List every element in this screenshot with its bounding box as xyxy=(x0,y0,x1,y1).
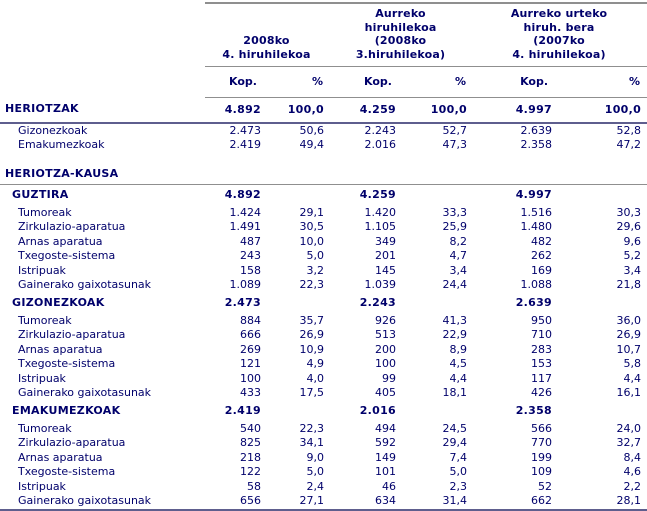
col-group-same-quarter-previous-year xyxy=(473,3,647,67)
cell-pct-3: 9,6 xyxy=(623,235,642,248)
cell-pct-1: 100,0 xyxy=(267,98,330,124)
cell-pct-1 xyxy=(267,161,330,185)
cell-kop-3 xyxy=(473,161,558,185)
cell-kop-2: 46 xyxy=(382,480,396,493)
row-label: Arnas aparatua xyxy=(18,451,103,464)
row-guztira xyxy=(0,185,647,207)
col-group-line: hiruh. bera xyxy=(523,20,595,34)
header-spacer xyxy=(0,67,205,98)
col-group-line: Aurreko xyxy=(375,7,426,20)
row-tumoreak xyxy=(0,206,647,221)
cell-kop-1: 540 xyxy=(240,422,261,435)
cell-kop-3: 169 xyxy=(531,264,553,277)
cell-kop-2 xyxy=(330,161,402,185)
cell-kop-2: 634 xyxy=(330,495,402,511)
header-kop-2: Kop. xyxy=(330,67,402,98)
cell-kop-2: 349 xyxy=(375,235,396,248)
row-txegoste-sistema xyxy=(0,250,647,265)
cell-pct-1: 49,4 xyxy=(299,138,324,152)
cell-kop-2: 2.243 xyxy=(364,123,396,137)
cell-pct-3 xyxy=(558,161,647,185)
cell-pct-3: 28,1 xyxy=(558,495,647,511)
row-label: HERIOTZAK xyxy=(0,98,205,124)
cell-pct-3: 36,0 xyxy=(616,314,642,327)
cell-kop-3: 482 xyxy=(531,235,553,248)
row-label: Gainerako gaixotasunak xyxy=(18,278,152,292)
cell-pct-1: 22,3 xyxy=(299,422,324,435)
row-istripuak xyxy=(0,264,647,279)
row-txegoste-sistema xyxy=(0,358,647,373)
cell-pct-3: 24,0 xyxy=(616,422,642,435)
cell-kop-1: 218 xyxy=(240,451,261,464)
cell-kop-1: 100 xyxy=(240,372,261,385)
cell-pct-2: 100,0 xyxy=(402,98,473,124)
cell-kop-2: 200 xyxy=(375,343,396,356)
cell-pct-1 xyxy=(267,401,330,422)
cell-kop-3: 2.639 xyxy=(520,123,553,137)
col-group-line: 4. hiruhilekoa) xyxy=(512,47,606,61)
cell-kop-1: 1.491 xyxy=(229,220,261,234)
cell-kop-3: 199 xyxy=(531,451,553,464)
cell-pct-1: 26,9 xyxy=(299,328,324,342)
table-body xyxy=(0,98,647,511)
cell-kop-1: 2.419 xyxy=(224,404,261,418)
header-pct-3: % xyxy=(558,67,647,98)
column-group-header-row xyxy=(0,3,647,67)
cell-pct-2: 5,0 xyxy=(449,465,468,479)
row-gainerako xyxy=(0,387,647,402)
row-label: Gainerako gaixotasunak xyxy=(0,495,205,511)
cell-kop-1: 433 xyxy=(240,386,261,400)
cell-kop-3: 1.088 xyxy=(520,278,553,292)
cell-kop-1: 825 xyxy=(240,436,261,450)
row-gainerako xyxy=(0,279,647,294)
row-spacer xyxy=(0,153,647,161)
cell-kop-2: 1.105 xyxy=(364,220,396,234)
cell-kop-2: 2.243 xyxy=(359,296,396,310)
cell-kop-3: 566 xyxy=(531,422,553,435)
cell-kop-1: 4.892 xyxy=(205,98,267,124)
col-group-line: (2008ko xyxy=(374,34,427,47)
cell-pct-2: 25,9 xyxy=(442,220,468,234)
cell-pct-3: 5,2 xyxy=(623,249,642,263)
cell-kop-3: 4.997 xyxy=(515,188,553,202)
row-label: Txegoste-sistema xyxy=(18,465,116,479)
row-label: Istripuak xyxy=(18,480,66,493)
cell-pct-2: 24,4 xyxy=(442,278,468,292)
row-label: Emakumezkoak xyxy=(18,138,105,152)
row-zirkulazio-aparatua xyxy=(0,437,647,452)
cell-kop-2: 4.259 xyxy=(359,188,396,202)
cell-pct-1 xyxy=(267,293,330,314)
cell-kop-2: 2.016 xyxy=(359,404,396,418)
cell-kop-3: 262 xyxy=(531,249,553,263)
cell-kop-1: 1.424 xyxy=(229,206,261,219)
cell-kop-1 xyxy=(205,161,267,185)
col-group-line: 2008ko xyxy=(243,34,290,47)
cell-pct-3: 4,4 xyxy=(623,372,642,385)
cell-kop-2: 145 xyxy=(375,264,396,277)
cell-kop-3: 426 xyxy=(531,386,553,400)
cell-kop-3: 950 xyxy=(531,314,553,327)
col-group-previous-quarter xyxy=(330,3,473,67)
cell-pct-3: 29,6 xyxy=(616,220,642,234)
col-group-line: hiruhilekoa xyxy=(364,20,437,34)
cell-pct-1: 5,0 xyxy=(306,465,324,479)
cell-pct-2: 29,4 xyxy=(442,436,468,450)
cell-pct-1: 22,3 xyxy=(299,278,324,292)
row-label: Gizonezkoak xyxy=(18,123,88,137)
row-arnas-aparatua xyxy=(0,343,647,358)
cell-kop-3: 153 xyxy=(531,357,553,371)
cell-kop-3: 2.639 xyxy=(515,296,553,310)
cell-pct-2: 24,5 xyxy=(442,422,468,435)
cell-kop-1: 2.473 xyxy=(224,296,261,310)
cell-pct-2: 4,7 xyxy=(449,249,468,263)
row-gainerako xyxy=(0,495,647,511)
cell-pct-2: 4,4 xyxy=(449,372,468,385)
cell-pct-3: 21,8 xyxy=(616,278,642,292)
cell-pct-3: 16,1 xyxy=(616,386,642,400)
row-label: Tumoreak xyxy=(18,422,72,435)
cell-kop-3: 117 xyxy=(531,372,553,385)
col-group-line: 4. hiruhilekoa xyxy=(222,47,311,61)
row-istripuak xyxy=(0,480,647,495)
row-label: Txegoste-sistema xyxy=(18,249,116,263)
cell-kop-3: 283 xyxy=(531,343,553,356)
row-label: Tumoreak xyxy=(18,314,72,327)
row-label: Istripuak xyxy=(18,372,66,385)
cell-pct-2: 4,5 xyxy=(449,357,468,371)
row-label: Arnas aparatua xyxy=(18,343,103,356)
cell-kop-1: 243 xyxy=(240,249,261,263)
cell-pct-1: 9,0 xyxy=(306,451,324,464)
cell-kop-2: 201 xyxy=(375,249,396,263)
row-tumoreak xyxy=(0,422,647,437)
cell-pct-1: 34,1 xyxy=(299,436,324,450)
row-zirkulazio-aparatua xyxy=(0,221,647,236)
cell-kop-2: 2.016 xyxy=(364,138,396,152)
row-zirkulazio-aparatua xyxy=(0,329,647,344)
cell-pct-3: 30,3 xyxy=(616,206,642,219)
cell-kop-2: 926 xyxy=(375,314,396,327)
cell-pct-3: 3,4 xyxy=(623,264,642,277)
cell-pct-2 xyxy=(402,293,473,314)
cell-kop-1: 158 xyxy=(240,264,261,277)
cell-kop-2: 4.259 xyxy=(330,98,402,124)
row-label: Txegoste-sistema xyxy=(18,357,116,371)
cell-kop-3: 1.516 xyxy=(520,206,553,219)
row-heriotzak xyxy=(0,98,647,124)
cell-pct-2 xyxy=(402,161,473,185)
row-arnas-aparatua xyxy=(0,235,647,250)
cell-pct-3: 100,0 xyxy=(558,98,647,124)
cell-pct-3: 32,7 xyxy=(616,436,642,450)
cell-pct-1: 50,6 xyxy=(299,123,324,137)
cell-kop-3: 2.358 xyxy=(520,138,553,152)
cell-kop-2: 149 xyxy=(375,451,396,464)
cell-kop-1: 656 xyxy=(205,495,267,511)
cell-kop-1: 58 xyxy=(247,480,261,493)
cell-pct-2: 18,1 xyxy=(442,386,468,400)
row-tumoreak xyxy=(0,314,647,329)
row-label: Zirkulazio-aparatua xyxy=(18,328,126,342)
col-group-line: Aurreko urteko xyxy=(510,7,608,20)
cell-pct-1: 3,2 xyxy=(306,264,324,277)
cell-kop-2: 592 xyxy=(375,436,396,450)
cell-kop-2: 513 xyxy=(375,328,396,342)
header-pct-1: % xyxy=(267,67,330,98)
cell-pct-3 xyxy=(558,185,647,207)
cell-pct-1: 4,0 xyxy=(306,372,324,385)
cell-pct-3: 8,4 xyxy=(623,451,642,464)
row-gizonezkoak xyxy=(0,123,647,139)
cell-pct-3: 5,8 xyxy=(623,357,642,371)
row-heriotza-kausa xyxy=(0,161,647,185)
row-emakumezkoak-section xyxy=(0,401,647,422)
cell-kop-1: 666 xyxy=(240,328,261,342)
mortality-statistics-table xyxy=(0,2,647,511)
cell-pct-3: 2,2 xyxy=(623,480,642,493)
cell-kop-2: 99 xyxy=(382,372,396,385)
cell-pct-2: 52,7 xyxy=(442,123,468,137)
cell-kop-2: 1.420 xyxy=(364,206,396,219)
row-label: Zirkulazio-aparatua xyxy=(18,436,126,450)
cell-pct-2: 2,3 xyxy=(449,480,468,493)
row-label: HERIOTZA-KAUSA xyxy=(0,161,205,185)
cell-pct-3: 4,6 xyxy=(623,465,642,479)
row-txegoste-sistema xyxy=(0,466,647,481)
row-label: Zirkulazio-aparatua xyxy=(18,220,126,234)
cell-pct-1: 10,0 xyxy=(299,235,324,248)
cell-pct-2: 8,2 xyxy=(449,235,468,248)
cell-pct-1: 17,5 xyxy=(299,386,324,400)
cell-kop-1: 121 xyxy=(240,357,261,371)
cell-kop-2: 405 xyxy=(375,386,396,400)
cell-kop-1: 2.473 xyxy=(229,123,261,137)
cell-kop-3: 1.480 xyxy=(520,220,553,234)
cell-kop-3: 662 xyxy=(473,495,558,511)
cell-pct-2: 8,9 xyxy=(449,343,468,356)
row-label: Gainerako gaixotasunak xyxy=(18,386,152,400)
cell-kop-1: 884 xyxy=(240,314,261,327)
cell-kop-2: 494 xyxy=(375,422,396,435)
header-kop-3: Kop. xyxy=(473,67,558,98)
cell-pct-3: 26,9 xyxy=(616,328,642,342)
col-group-2008-q4 xyxy=(205,3,330,67)
cell-kop-1: 2.419 xyxy=(229,138,261,152)
header-pct-2: % xyxy=(402,67,473,98)
cell-pct-2: 3,4 xyxy=(449,264,468,277)
row-label: EMAKUMEZKOAK xyxy=(12,404,121,418)
cell-pct-1: 29,1 xyxy=(299,206,324,219)
cell-pct-1: 27,1 xyxy=(267,495,330,511)
cell-pct-2: 47,3 xyxy=(442,138,468,152)
row-emakumezkoak xyxy=(0,139,647,154)
cell-kop-3: 52 xyxy=(538,480,553,493)
cell-pct-2: 33,3 xyxy=(442,206,468,219)
row-gizonezkoak-section xyxy=(0,293,647,314)
cell-pct-1 xyxy=(267,185,330,207)
cell-pct-1: 10,9 xyxy=(299,343,324,356)
cell-pct-2: 41,3 xyxy=(442,314,468,327)
cell-pct-2: 31,4 xyxy=(402,495,473,511)
cell-kop-1: 487 xyxy=(240,235,261,248)
col-group-line: 3.hiruhilekoa) xyxy=(355,47,446,61)
cell-pct-1: 2,4 xyxy=(306,480,324,493)
cell-pct-1: 4,9 xyxy=(306,357,324,371)
cell-kop-2: 101 xyxy=(375,465,396,479)
cell-kop-3: 4.997 xyxy=(473,98,558,124)
section-gap xyxy=(0,153,647,161)
row-label: Istripuak xyxy=(18,264,66,277)
cell-kop-3: 770 xyxy=(531,436,553,450)
cell-pct-3: 47,2 xyxy=(616,138,642,152)
value-header-row xyxy=(0,67,647,98)
header-spacer xyxy=(0,3,205,67)
cell-pct-3: 52,8 xyxy=(616,123,642,137)
cell-kop-1: 269 xyxy=(240,343,261,356)
header-kop-1: Kop. xyxy=(205,67,267,98)
col-group-line: (2007ko xyxy=(533,34,585,47)
cell-pct-1: 30,5 xyxy=(299,220,324,234)
cell-kop-3: 710 xyxy=(531,328,553,342)
row-arnas-aparatua xyxy=(0,451,647,466)
cell-pct-2 xyxy=(402,185,473,207)
cell-pct-2 xyxy=(402,401,473,422)
cell-pct-2: 7,4 xyxy=(449,451,468,464)
cell-kop-3: 2.358 xyxy=(515,404,553,418)
row-istripuak xyxy=(0,372,647,387)
cell-kop-2: 100 xyxy=(375,357,396,371)
row-label: Arnas aparatua xyxy=(18,235,103,248)
cell-kop-1: 1.089 xyxy=(229,278,261,292)
cell-kop-1: 4.892 xyxy=(224,188,261,202)
cell-kop-2: 1.039 xyxy=(364,278,396,292)
cell-pct-3: 10,7 xyxy=(616,343,642,356)
row-label: Tumoreak xyxy=(18,206,72,219)
cell-pct-1: 5,0 xyxy=(306,249,324,263)
cell-pct-3 xyxy=(558,401,647,422)
cell-pct-2: 22,9 xyxy=(442,328,468,342)
row-label: GIZONEZKOAK xyxy=(12,296,105,310)
cell-pct-3 xyxy=(558,293,647,314)
cell-kop-1: 122 xyxy=(240,465,261,479)
row-label: GUZTIRA xyxy=(12,188,69,202)
cell-pct-1: 35,7 xyxy=(299,314,324,327)
cell-kop-3: 109 xyxy=(531,465,553,479)
